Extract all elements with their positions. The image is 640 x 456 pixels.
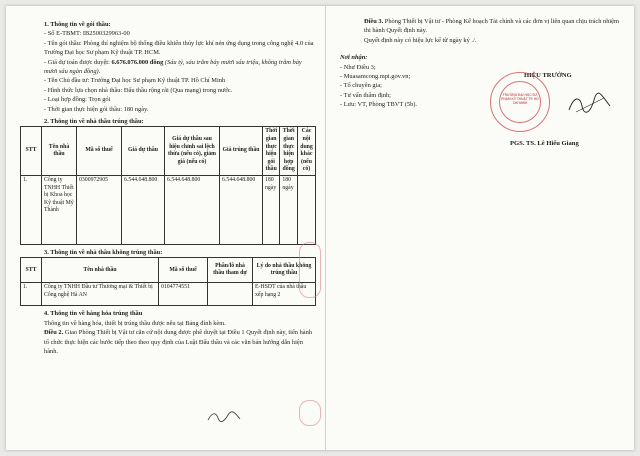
article-2	[44, 328, 316, 356]
header-cell: Phần/lô nhà thầu tham dự	[208, 258, 253, 283]
table-cell: Công ty TNHH Đầu tư Thương mại & Thiết bị Công nghệ Hà AN	[42, 283, 159, 306]
section-2-title: 2. Thông tin về nhà thầu trúng thầu:	[44, 118, 144, 126]
seam-stamp	[299, 400, 321, 426]
recipient-item: - Lưu: VT, Phòng TBVT (5b).	[340, 101, 418, 109]
effect-line: Quyết định này có hiệu lực kể từ ngày ký ./.	[364, 36, 477, 44]
header-cell: Mã số thuế	[159, 258, 208, 283]
article-3-label: Điều 3.	[364, 18, 384, 25]
header-cell: STT	[21, 127, 42, 176]
table-cell	[208, 283, 253, 306]
header-cell: Giá dự thầu sau hiệu chỉnh sai lệch thừa (nếu có), giảm giá (nếu có)	[165, 127, 220, 176]
recipient-item: - Tư vấn thẩm định;	[340, 91, 391, 99]
section-1-title: 1. Thông tin về gói thầu:	[44, 21, 111, 28]
article-3-text: Phòng Thiết bị Vật tư - Phòng Kế hoạch Tài chính và các đơn vị liên quan chịu trách nhiệm thi hành Quyết định này.	[364, 18, 619, 35]
table-cell: 0300972905	[77, 176, 122, 245]
header-cell: Mã số thuế	[77, 127, 122, 176]
left-column	[20, 20, 316, 356]
goods-note: Thông tin về hàng hóa, thiết bị trúng thầu được nêu tại Bảng đính kèm.	[44, 319, 226, 327]
table-header-row	[21, 258, 316, 283]
header-cell: Giá dự thầu	[122, 127, 165, 176]
table-cell: Công ty TNHH Thiết bị Khoa học Kỹ thuật Mỹ Thành	[42, 176, 77, 245]
page-fold	[325, 6, 326, 450]
table-cell	[298, 176, 316, 245]
estimate-label: - Giá dự toán được duyệt:	[44, 58, 112, 66]
article-2-label: Điều 2.	[44, 329, 64, 337]
tbmt-line: - Số E-TBMT: IB2500329963-00	[44, 30, 130, 38]
document-page	[6, 6, 634, 450]
seal-text: TRƯỜNG ĐẠI HỌC SƯ PHẠM KỸ THUẬT TP. HỒ CHÍ MINH	[501, 93, 539, 105]
package-name-line: - Tên gói thầu: Phòng thí nghiệm bộ thống điều khiển thủy lực khí nén ứng dụng trong công nghệ 4.0 của Trường Đại học Sư phạm Kỹ thuật TP. HCM.	[44, 39, 314, 57]
table-cell: E-HSDT của nhà thầu xếp hạng 2	[253, 283, 316, 306]
table-header-row	[21, 127, 316, 176]
estimate-words: (Sáu tỷ, sáu trăm bảy mươi sáu triệu, không trăm bảy mươi sáu ngàn đồng).	[44, 58, 302, 76]
estimate-value: 6.676.076.000 đồng	[111, 58, 164, 66]
seam-stamp	[299, 242, 321, 298]
initials-signature	[206, 410, 242, 424]
table-cell: 180 ngày	[280, 176, 298, 245]
table-row	[21, 176, 316, 245]
article-2-text: Giao Phòng Thiết bị Vật tư căn cứ nội dung được phê duyệt tại Điều 1 Quyết định này, tiến hành tổ chức thực hiện các bước tiếp theo theo quy định của Luật Đấu thầu và các văn bản hướng dẫn hiện hành.	[44, 329, 313, 356]
table-cell: 180 ngày	[263, 176, 280, 245]
owner-line: - Tên Chủ đầu tư: Trường Đại học Sư phạm Kỹ thuật TP. Hồ Chí Minh	[44, 77, 226, 85]
header-cell: Giá trúng thầu	[220, 127, 263, 176]
header-cell: Tên nhà thầu	[42, 258, 159, 283]
losing-bidder-table	[20, 257, 316, 306]
signer-title: HIỆU TRƯỞNG	[524, 72, 572, 79]
section-3-title: 3. Thông tin về nhà thầu không trúng thầu:	[44, 249, 163, 257]
table-cell: 1.	[21, 176, 42, 245]
section-4-title: 4. Thông tin về hàng hóa trúng thầu	[44, 310, 143, 318]
duration-line: - Thời gian thực hiện gói thầu: 180 ngày.	[44, 105, 149, 113]
estimate-line	[44, 58, 316, 77]
article-3	[364, 17, 626, 36]
method-line: - Hình thức lựa chọn nhà thầu: Đấu thầu rộng rãi (Qua mạng) trong nước.	[44, 86, 233, 94]
winning-bidder-table	[20, 126, 316, 245]
recipient-item: - Tổ chuyên gia;	[340, 82, 382, 90]
recipients-title: Nơi nhận:	[340, 54, 368, 62]
header-cell: Các nội dung khác (nếu có)	[298, 127, 316, 176]
header-cell: Thời gian thực hiện gói thầu	[263, 127, 280, 176]
recipient-item: - Như Điều 3;	[340, 63, 376, 71]
header-cell: STT	[21, 258, 42, 283]
principal-signature	[566, 92, 612, 116]
table-row	[21, 283, 316, 306]
table-cell: 6.544.648.800	[165, 176, 220, 245]
header-cell: Lý do nhà thầu không trúng thầu	[253, 258, 316, 283]
recipient-item: - Muasamcong.mpi.gov.vn;	[340, 73, 411, 81]
table-cell: 0104774551	[159, 283, 208, 306]
official-seal	[490, 72, 550, 132]
header-cell: Tên nhà thầu	[42, 127, 77, 176]
table-cell: 6.544.648.800	[220, 176, 263, 245]
signer-name: PGS. TS. Lê Hiếu Giang	[510, 140, 579, 147]
table-cell: 1.	[21, 283, 42, 306]
table-cell: 6.544.648.800	[122, 176, 165, 245]
header-cell: Thời gian thực hiện hợp đồng	[280, 127, 298, 176]
contract-type-line: - Loại hợp đồng: Trọn gói	[44, 96, 111, 104]
